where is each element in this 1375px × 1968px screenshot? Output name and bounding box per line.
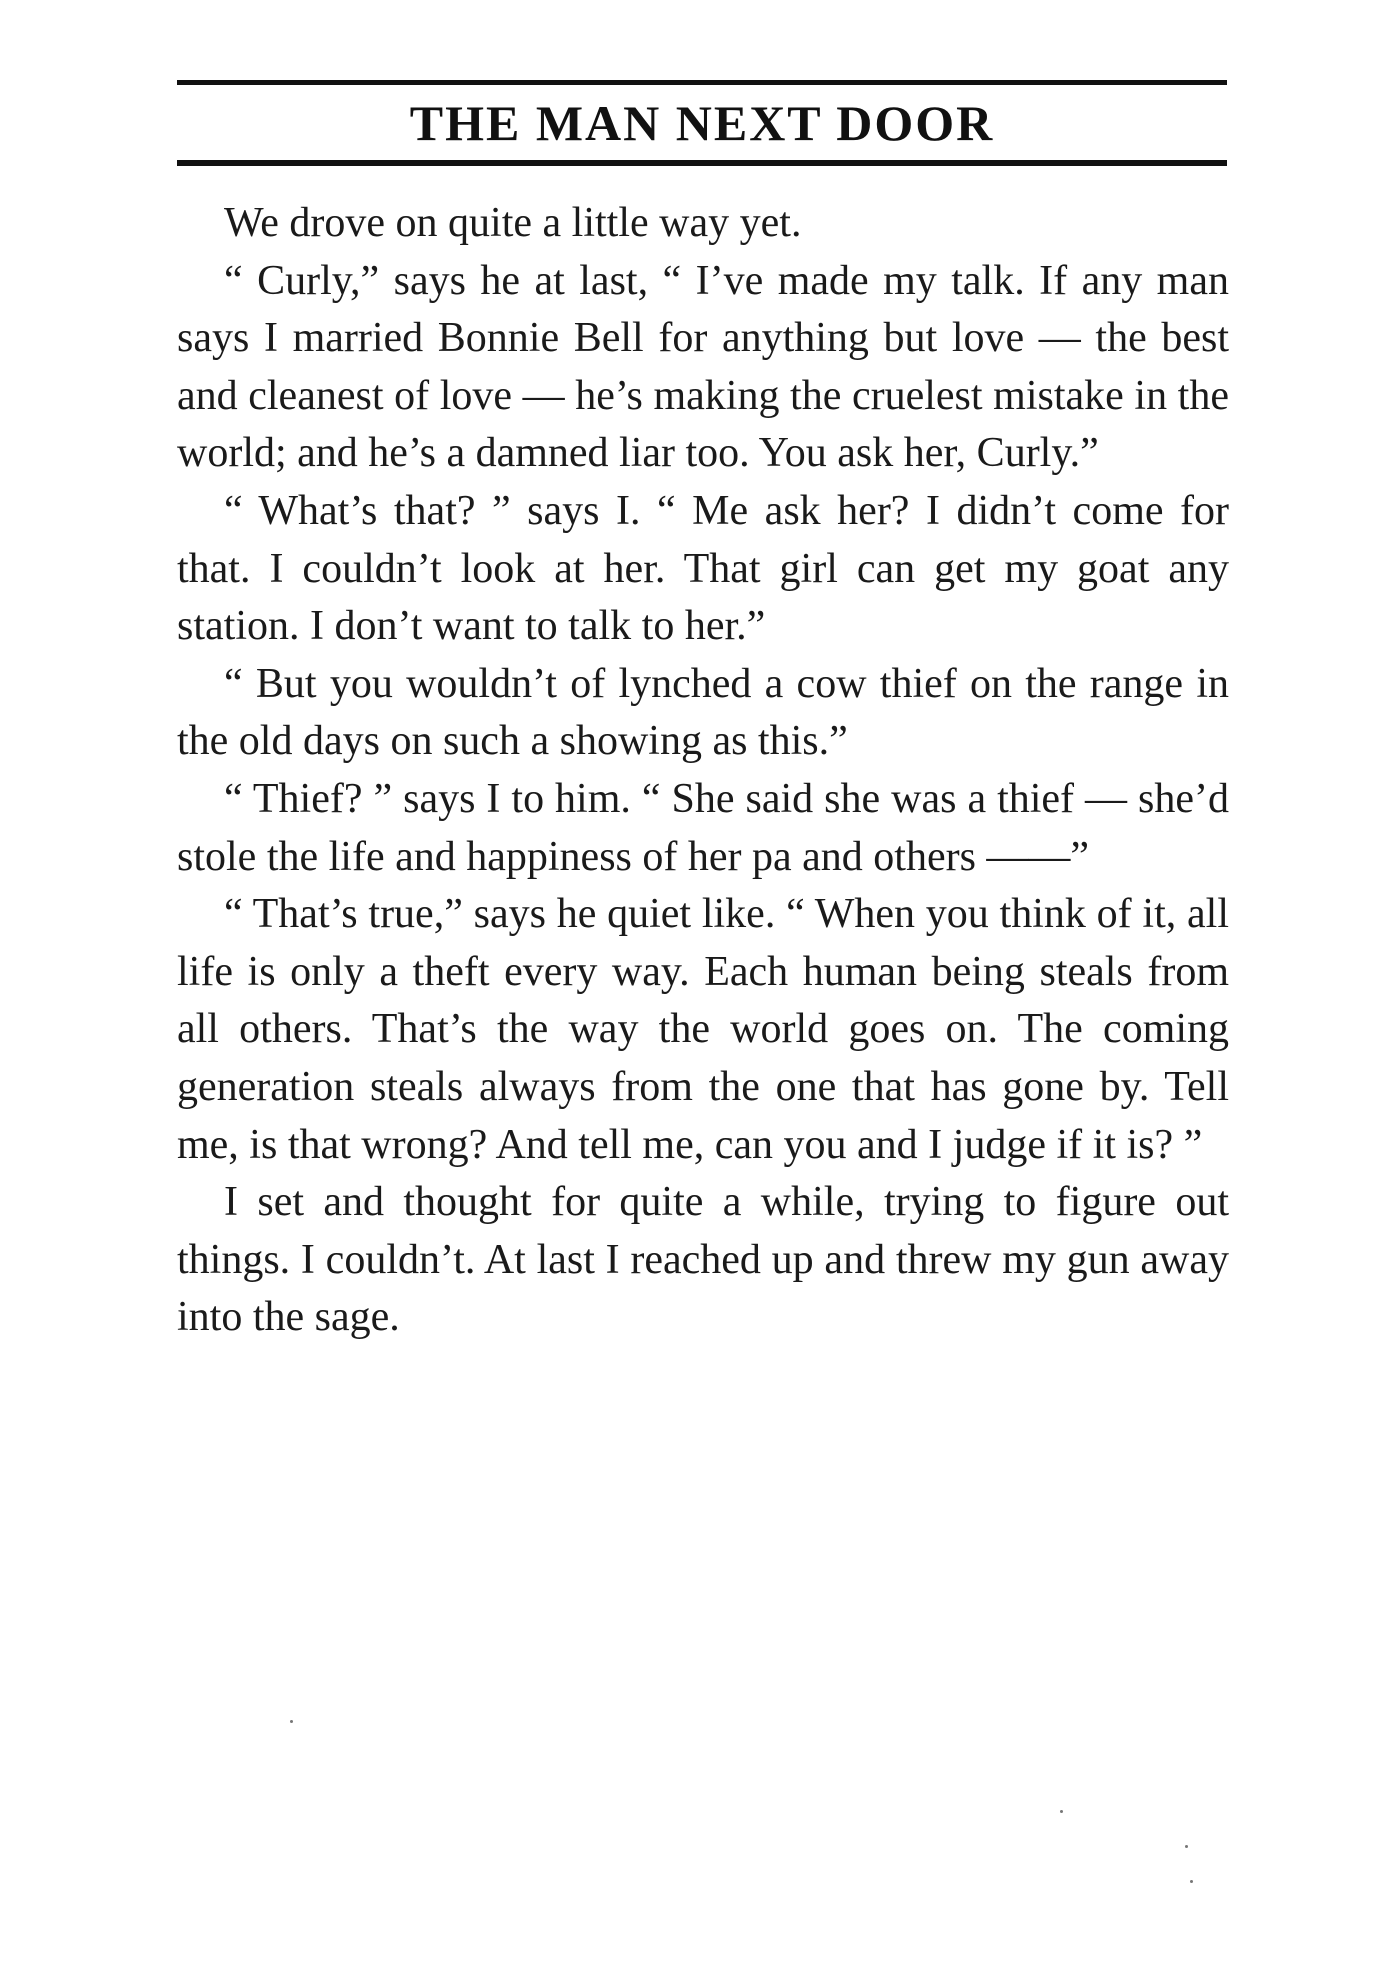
paragraph: “ But you wouldn’t of lynched a cow thief on the range in the old days on such a showing as this.”: [177, 660, 1229, 765]
header-rule-top: [177, 80, 1227, 85]
running-head: THE MAN NEXT DOOR: [409, 95, 995, 151]
paragraph: “ Thief? ” says I to him. “ She said she was a thief — she’d stole the life and happiness of her pa and others ——”: [177, 775, 1229, 880]
paragraph: “ That’s true,” says he quiet like. “ When you think of it, all life is only a theft every way. Each human being steals from all others. That’s the way the world goes on. The coming generation steals always from the one that has gone by. Tell me, is that wrong? And tell me, can you and I judge if it is? ”: [177, 891, 1229, 1168]
paragraph: We drove on quite a little way yet.: [224, 200, 802, 246]
scan-speck: [1190, 1880, 1193, 1883]
body-text: [177, 195, 1229, 1347]
paragraph: “ What’s that? ” says I. “ Me ask her? I didn’t come for that. I couldn’t look at her. That girl can get my goat any station. I don’t want to talk to her.”: [177, 487, 1229, 650]
scan-speck: [1060, 1810, 1063, 1813]
scan-speck: [1185, 1845, 1188, 1848]
paragraph: “ Curly,” says he at last, “ I’ve made my talk. If any man says I married Bonnie Bell for anything but love — the best and cleanest of love — he’s making the cruelest mistake in the world; and he’s a damned liar too. You ask her, Curly.”: [177, 257, 1229, 477]
scan-speck: [290, 1720, 293, 1723]
paragraph: I set and thought for quite a while, trying to figure out things. I couldn’t. At last I reached up and threw my gun away into the sage.: [177, 1179, 1229, 1341]
header-rule-bottom: [177, 160, 1227, 166]
